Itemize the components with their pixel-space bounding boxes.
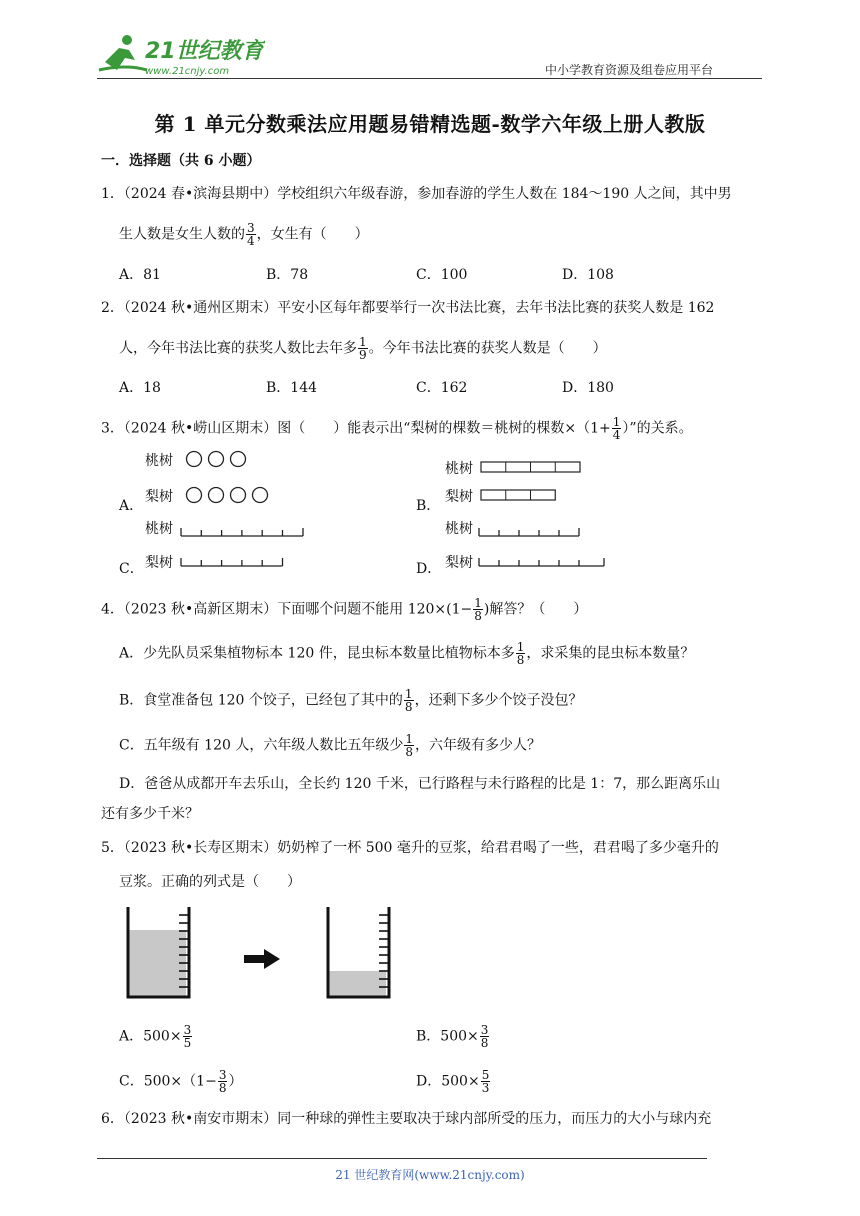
q5-option-c[interactable]: C．500×（1− $\frac{3}{8}$ ） [119, 1068, 243, 1095]
q1-option-a[interactable]: A．81 [119, 267, 161, 283]
q3c-segments [180, 518, 310, 570]
q2-line2 [119, 336, 607, 361]
q3a-label-peach: 桃树 [145, 453, 173, 469]
q2-option-c[interactable]: C．162 [416, 380, 468, 396]
q3-figure-b [445, 458, 595, 508]
q3-figure-c [145, 518, 315, 570]
q3-option-b[interactable]: B． [416, 498, 441, 514]
q2-text-post: 。今年书法比赛的获奖人数是（ ） [368, 340, 607, 357]
q4a-fraction: $\frac{1}{8}$ [516, 640, 525, 667]
q2-option-d[interactable]: D．180 [562, 380, 614, 396]
q3d-segments [478, 518, 608, 570]
q3-figure-a [145, 448, 315, 508]
q1-option-d[interactable]: D．108 [562, 267, 614, 283]
q3b-label-peach: 桃树 [445, 461, 473, 477]
q4-text-pre: 4．（2023 秋•高新区期末）下面哪个问题不能用 120×(1− [101, 601, 473, 618]
q3b-bars [480, 458, 590, 508]
q3d-label-pear: 梨树 [445, 555, 473, 571]
q3-option-c[interactable]: C． [119, 561, 144, 577]
q3-figure-d [445, 518, 615, 570]
q3a-circles [183, 448, 313, 508]
q1-line1: 1．（2024 春•滨海县期中）学校组织六年级春游，参加春游的学生人数在 184～190 人之间，其中男 [101, 186, 732, 202]
q5-line1: 5．（2023 秋•长寿区期末）奶奶榨了一杯 500 毫升的豆浆，给君君喝了一些，君君喝了多少毫升的 [101, 840, 719, 856]
beaker-full [128, 907, 189, 997]
q3-text-pre: 3．（2024 秋•崂山区期末）图（ ）能表示出“梨树的棵数＝桃树的棵数×（1+ [101, 420, 611, 437]
logo-url: www.21cnjy.com [145, 66, 230, 77]
q4-option-c[interactable]: C．五年级有 120 人，六年级人数比五年级少 $\frac{1}{8}$ ，六年级有多少人？ [119, 732, 541, 759]
q4-text-post: )解答？（ ） [483, 601, 588, 618]
logo-text: 21世纪教育 [145, 39, 264, 64]
q3c-label-pear: 梨树 [145, 555, 173, 571]
footer-text[interactable]: 21 世纪教育网(www.21cnjy.com) [335, 1168, 525, 1182]
q5-option-b[interactable]: B．500× $\frac{3}{8}$ [416, 1023, 489, 1050]
header-platform-text: 中小学教育资源及组卷应用平台 [545, 63, 714, 77]
q4-option-b[interactable]: B．食堂准备包 120 个饺子，已经包了其中的 $\frac{1}{8}$ ，还剩下多少个饺子没包？ [119, 687, 583, 714]
q3-option-d[interactable]: D． [416, 561, 442, 577]
q5c-fraction: $\frac{3}{8}$ [218, 1068, 227, 1095]
q1-line2 [119, 222, 369, 247]
q4-option-a[interactable]: A．少先队员采集植物标本 120 件，昆虫标本数量比植物标本多 $\frac{1}{8}$ ，求采集的昆虫标本数量？ [119, 640, 695, 667]
footer-divider [97, 1158, 707, 1159]
beaker-partial [328, 907, 389, 997]
q4-option-d-cont: 还有多少千米？ [101, 806, 199, 822]
q4b-fraction: $\frac{1}{8}$ [404, 687, 413, 714]
q3c-label-peach: 桃树 [145, 521, 173, 537]
q5-option-d[interactable]: D．500× $\frac{5}{3}$ [416, 1068, 490, 1095]
q1-text-pre: 生人数是女生人数的 [119, 226, 245, 243]
q2-text-pre: 人，今年书法比赛的获奖人数比去年多 [119, 340, 357, 357]
q3-text-post: ）”的关系。 [622, 420, 693, 437]
section-heading: 一．选择题（共 6 小题） [101, 153, 261, 169]
q4-fraction: $\frac{1}{8}$ [474, 596, 482, 623]
q2-option-b[interactable]: B．144 [266, 380, 318, 396]
q3-line1 [101, 416, 693, 441]
q6-line1: 6．（2023 秋•南安市期末）同一种球的弹性主要取决于球内部所受的压力，而压力的大小与球内充 [101, 1111, 712, 1127]
q3a-label-pear: 梨树 [145, 489, 173, 505]
q5b-fraction: $\frac{3}{8}$ [480, 1023, 489, 1050]
q2-option-a[interactable]: A．18 [119, 380, 161, 396]
q5d-fraction: $\frac{5}{3}$ [481, 1068, 490, 1095]
q2-line1: 2．（2024 秋•通州区期末）平安小区每年都要举行一次书法比赛，去年书法比赛的获奖人数是 162 [101, 300, 715, 316]
q4-line1 [101, 597, 587, 622]
page-title: 第 1 单元分数乘法应用题易错精选题-数学六年级上册人教版 [154, 112, 706, 136]
q5a-fraction: $\frac{3}{5}$ [183, 1023, 192, 1050]
q1-fraction: $\frac{3}{4}$ [247, 221, 255, 248]
arrow-right-icon [244, 949, 280, 969]
q3-fraction: $\frac{1}{4}$ [612, 415, 621, 442]
q5-option-a[interactable]: A．500× $\frac{3}{5}$ [119, 1023, 192, 1050]
q3-option-a[interactable]: A． [119, 498, 144, 514]
q1-text-post: ，女生有（ ） [256, 226, 369, 243]
q1-option-b[interactable]: B．78 [266, 267, 309, 283]
q3b-label-pear: 梨树 [445, 489, 473, 505]
q3d-label-peach: 桃树 [445, 521, 473, 537]
q5-beakers-figure [124, 905, 399, 1000]
q1-option-c[interactable]: C．100 [416, 267, 468, 283]
q5-line2: 豆浆。正确的列式是（ ） [119, 874, 301, 890]
runner-icon [99, 35, 147, 70]
site-logo [95, 30, 265, 80]
q4c-fraction: $\frac{1}{8}$ [405, 732, 413, 759]
header-divider [97, 78, 762, 79]
q4-option-d[interactable]: D．爸爸从成都开车去乐山，全长约 120 千米，已行路程与未行路程的比是 1：7，那么距离乐山 [119, 776, 721, 792]
q2-fraction: $\frac{1}{9}$ [359, 335, 367, 362]
